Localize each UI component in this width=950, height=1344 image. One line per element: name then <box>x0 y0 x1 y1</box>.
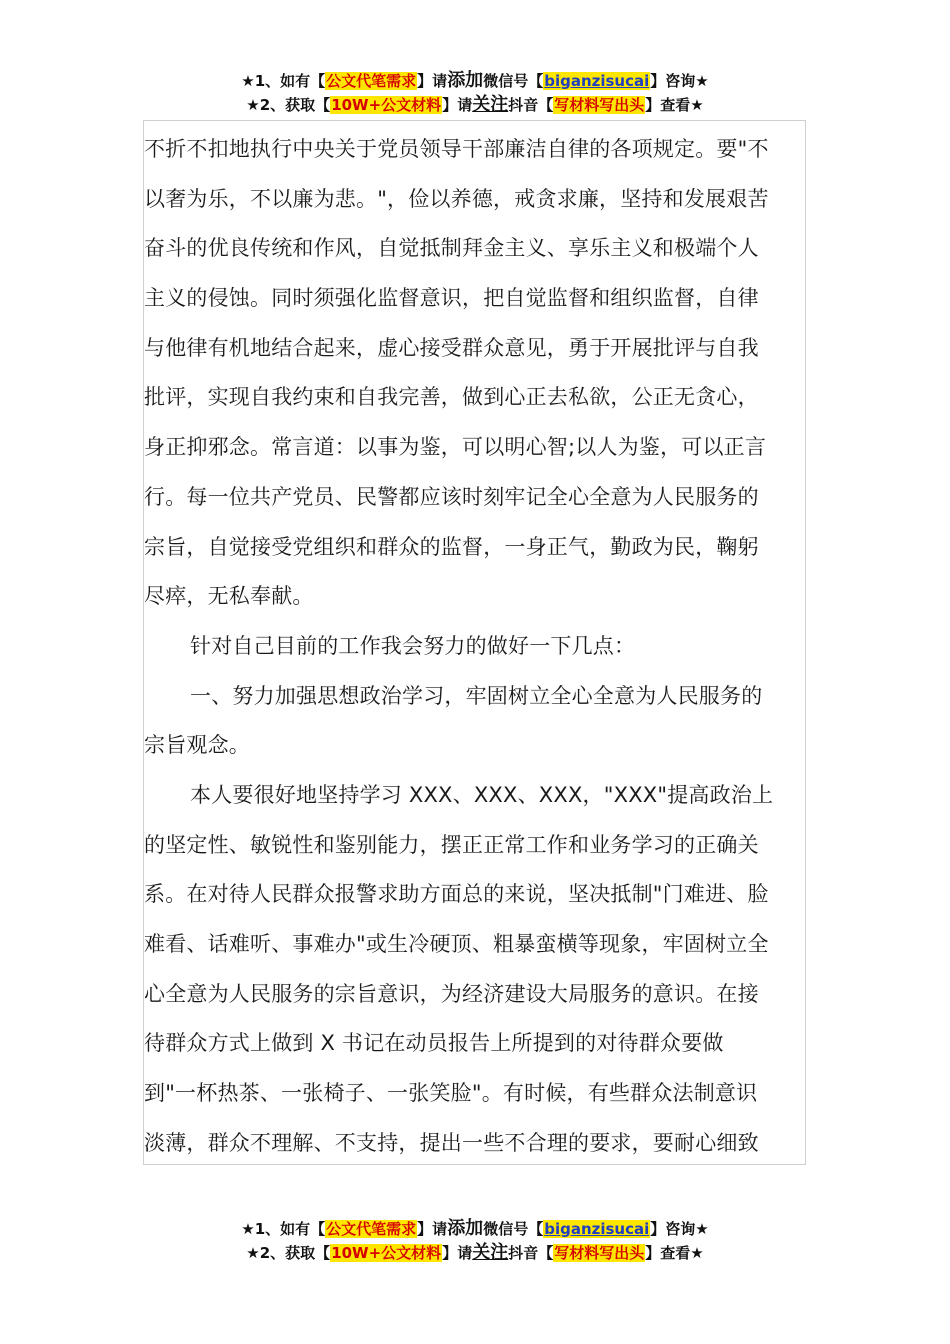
banner-wechat-id[interactable]: biganzisucai <box>544 1220 650 1238</box>
banner-line-1: ★1、如有【公文代笔需求】请添加微信号【biganzisucai】咨询★ <box>241 70 709 91</box>
text-line: 不折不扣地执行中央关于党员领导干部廉洁自律的各项规定。要"不 <box>144 137 769 161</box>
section-heading-cont: 宗旨观念。 <box>144 733 250 758</box>
document-body <box>144 125 806 1168</box>
text-line: 尽瘁，无私奉献。 <box>144 584 314 609</box>
text-line: 宗旨，自觉接受党组织和群众的监督，一身正气，勤政为民，鞠躬 <box>144 534 759 559</box>
text-line: 难看、话难听、事难办"或生冷硬顶、粗暴蛮横等现象，牢固树立全 <box>144 932 769 956</box>
banner-douyin-account[interactable]: 写材料写出头 <box>554 96 645 114</box>
text-line: 系。在对待人民群众报警求助方面总的来说，坚决抵制"门难进、脸 <box>144 882 769 907</box>
text-line: 与他律有机地结合起来，虚心接受群众意见，勇于开展批评与自我 <box>144 335 759 360</box>
footer-banner <box>0 1217 950 1265</box>
banner-line-2: ★2、获取【10W+公文材料】请关注抖音【写材料写出头】查看★ <box>246 94 704 115</box>
section-heading: 一、努力加强思想政治学习，牢固树立全心全意为人民服务的 <box>190 683 763 708</box>
banner-highlight-materials: 10W+公文材料 <box>331 96 442 114</box>
paragraph-start: 针对自己目前的工作我会努力的做好一下几点： <box>190 633 636 658</box>
banner-wechat-id[interactable]: biganzisucai <box>544 72 650 90</box>
text-line: 奋斗的优良传统和作风，自觉抵制拜金主义、享乐主义和极端个人 <box>144 236 759 261</box>
text-line: 待群众方式上做到 X 书记在动员报告上所提到的对待群众要做 <box>144 1031 724 1056</box>
banner-line-2: ★2、获取【10W+公文材料】请关注抖音【写材料写出头】查看★ <box>246 1242 704 1263</box>
text-line: 淡薄，群众不理解、不支持，提出一些不合理的要求，要耐心细致 <box>144 1130 759 1155</box>
banner-highlight-service: 公文代笔需求 <box>326 72 417 90</box>
banner-line-1: ★1、如有【公文代笔需求】请添加微信号【biganzisucai】咨询★ <box>241 1218 709 1239</box>
header-banner <box>0 69 950 117</box>
text-line: 主义的侵蚀。同时须强化监督意识，把自觉监督和组织监督，自律 <box>144 286 759 311</box>
banner-douyin-account[interactable]: 写材料写出头 <box>554 1244 645 1262</box>
text-line: 批评，实现自我约束和自我完善，做到心正去私欲，公正无贪心， <box>144 385 759 410</box>
text-line: 以奢为乐，不以廉为悲。"，俭以养德，戒贪求廉，坚持和发展艰苦 <box>144 186 769 211</box>
text-line: 的坚定性、敏锐性和鉴别能力，摆正正常工作和业务学习的正确关 <box>144 832 759 857</box>
text-line: 行。每一位共产党员、民警都应该时刻牢记全心全意为人民服务的 <box>144 484 759 509</box>
text-line: 到"一杯热茶、一张椅子、一张笑脸"。有时候，有些群众法制意识 <box>144 1081 758 1106</box>
banner-highlight-materials: 10W+公文材料 <box>331 1244 442 1262</box>
text-line: 身正抑邪念。常言道：以事为鉴，可以明心智;以人为鉴，可以正言 <box>144 435 767 460</box>
text-line: 心全意为人民服务的宗旨意识，为经济建设大局服务的意识。在接 <box>144 981 759 1006</box>
paragraph-start: 本人要很好地坚持学习 XXX、XXX、XXX，"XXX"提高政治上 <box>190 782 774 807</box>
banner-highlight-service: 公文代笔需求 <box>326 1220 417 1238</box>
